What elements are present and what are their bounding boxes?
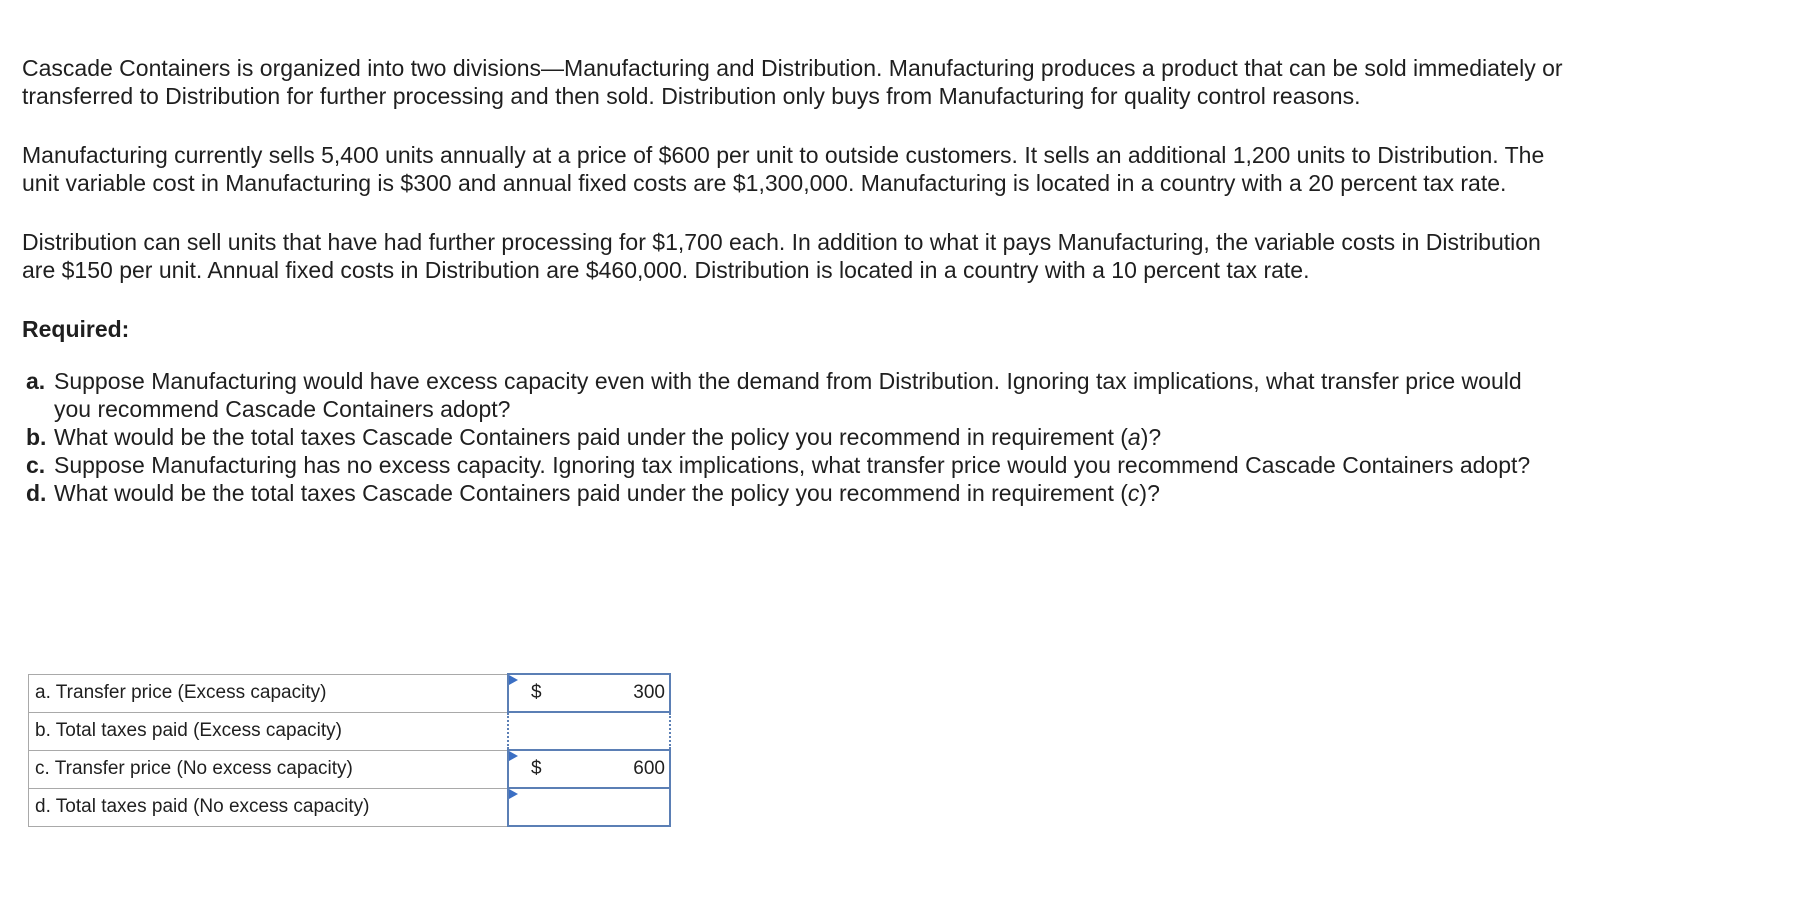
requirement-d	[26, 479, 1582, 507]
answer-row-d	[29, 788, 671, 826]
requirement-letter: c.	[26, 452, 46, 478]
answer-input-transfer-price-excess[interactable]	[508, 674, 670, 712]
problem-paragraph-2: Manufacturing currently sells 5,400 units annually at a price of $600 per unit to outside customers. It sells an additional 1,200 units to Distribution. The unit variable cost in Manufacturing is $300 and annual fixed costs are $1,300,000. Manufacturing is located in a country with a 20 percent tax rate.	[22, 142, 1545, 196]
answer-input-total-taxes-no-excess[interactable]	[508, 788, 670, 826]
problem-paragraph-1: Cascade Containers is organized into two divisions—Manufacturing and Distribution. Manufacturing produces a product that can be sold immediately or transferred to Distribution for further processing and then sold. Distribution only buys from Manufacturing for quality control reasons.	[22, 55, 1563, 109]
requirements-list	[22, 367, 1582, 507]
answer-input-transfer-price-no-excess[interactable]	[508, 750, 670, 788]
requirement-text-main: Suppose Manufacturing would have excess capacity even with the demand from Distribution. Ignoring tax implications, what transfer price would you recommend Cascade Containers adopt?	[54, 368, 1522, 422]
requirement-letter: d.	[26, 480, 47, 506]
requirement-text-main: What would be the total taxes Cascade Containers paid under the policy you recommend in requirement (	[54, 424, 1128, 450]
requirement-text-end: )?	[1140, 424, 1162, 450]
requirement-text	[54, 423, 1534, 451]
requirement-ref: a	[1127, 424, 1141, 450]
requirement-text	[54, 451, 1534, 479]
answer-row-c	[29, 750, 671, 788]
flag-icon	[509, 751, 518, 761]
requirement-letter: b.	[26, 424, 47, 450]
answer-label: d. Total taxes paid (No excess capacity)	[29, 788, 509, 826]
flag-icon	[509, 789, 518, 799]
requirement-text	[54, 367, 1534, 423]
requirement-text-end: )?	[1139, 480, 1160, 506]
requirement-letter: a.	[26, 368, 46, 394]
answer-row-a	[29, 674, 671, 712]
answer-table	[28, 673, 671, 827]
requirement-c	[26, 451, 1582, 479]
currency-symbol: $	[531, 682, 542, 703]
problem-paragraph-3: Distribution can sell units that have had further processing for $1,700 each. In addition to what it pays Manufacturing, the variable costs in Distribution are $150 per unit. Annual fixed costs in Distribution are $460,000. Distribution is located in a country with a 10 percent tax rate.	[22, 229, 1541, 283]
answer-row-b	[29, 712, 671, 750]
answer-value: 600	[633, 758, 665, 779]
answer-input-total-taxes-excess[interactable]	[508, 712, 670, 750]
requirement-text	[54, 479, 1534, 507]
requirement-b	[26, 423, 1582, 451]
answer-value: 300	[633, 682, 665, 703]
answer-label: b. Total taxes paid (Excess capacity)	[29, 712, 509, 750]
requirement-ref: c	[1127, 480, 1140, 506]
required-heading: Required:	[22, 316, 130, 342]
requirement-text-main: What would be the total taxes Cascade Containers paid under the policy you recommend in requirement (	[54, 480, 1128, 506]
requirement-a	[26, 367, 1582, 423]
problem-content	[22, 54, 1582, 507]
answer-label: c. Transfer price (No excess capacity)	[29, 750, 509, 788]
answer-label: a. Transfer price (Excess capacity)	[29, 674, 509, 712]
flag-icon	[509, 675, 518, 685]
currency-symbol: $	[531, 758, 542, 779]
requirement-text-main: Suppose Manufacturing has no excess capacity. Ignoring tax implications, what transfer price would you recommend Cascade Containers adopt?	[54, 452, 1531, 478]
